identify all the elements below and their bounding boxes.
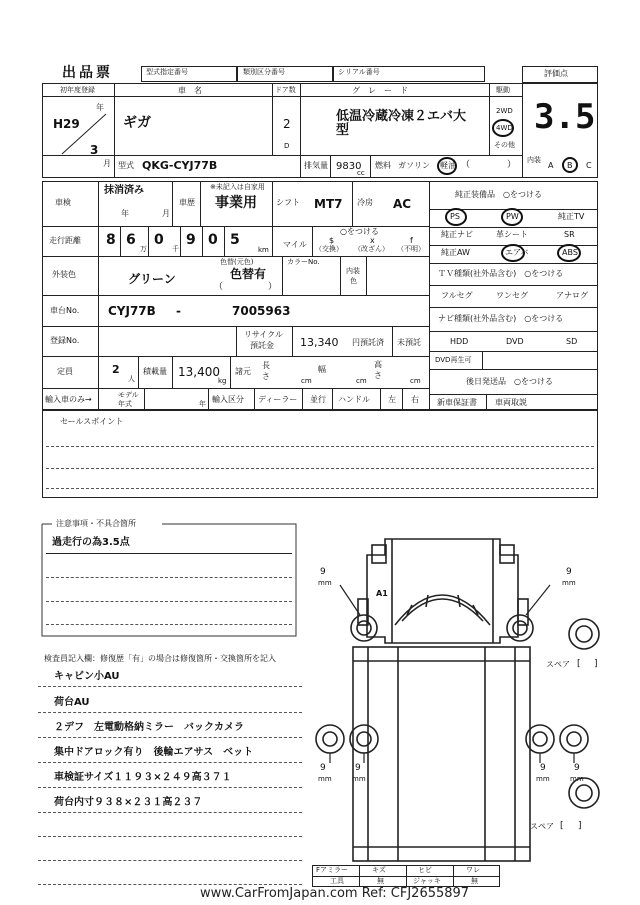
recycle-not: 未預託	[397, 338, 421, 347]
first-reg-label: 初年度登録	[60, 86, 95, 94]
sales-point-box	[42, 410, 598, 498]
model-cert-label: 型式指定番号	[146, 68, 188, 76]
drive-label: 駆動	[496, 86, 510, 94]
capacity-label: 定員	[57, 367, 73, 376]
oem-pw: PW	[506, 212, 519, 221]
history-note: ※未記入は自家用	[210, 183, 265, 191]
drive-4wd: 4WD	[496, 124, 513, 132]
repaint-value: 色替有	[230, 267, 267, 281]
inspect-value: 抹消済み	[104, 185, 144, 196]
color-value: グリーン	[128, 272, 176, 286]
meter-tamper: （改ざん）	[354, 245, 389, 253]
interior-b-circle	[562, 157, 578, 173]
oem-navi: 純正ナビ	[441, 230, 473, 239]
oem-sr: SR	[564, 230, 575, 239]
recycle-value: 13,340	[300, 336, 339, 349]
handle-label: ハンドル	[338, 395, 370, 404]
oem-aw: 純正AW	[441, 248, 470, 257]
car-name: ギガ	[123, 115, 151, 131]
inspector-line-1: キャビン小AU	[54, 671, 120, 682]
caution-label: 注意事項・不具合箇所	[56, 519, 136, 528]
mileage-digit-3: 0	[154, 232, 164, 248]
oem-pw-circle	[501, 208, 523, 226]
model-label: 型式	[118, 161, 134, 170]
meter-unknown: （不明）	[397, 245, 425, 253]
load-label: 積載量	[143, 367, 167, 376]
navi-title: ナビ種類(社外品含む) ○をつける	[438, 314, 564, 323]
meter-exchange: （交換）	[315, 245, 343, 253]
fuel-diesel-circle	[437, 157, 457, 175]
grade-label: グ レ ー ド	[352, 86, 408, 95]
shift-value: MT7	[314, 197, 343, 211]
import-dealer: ディーラー	[258, 395, 298, 404]
interior-label: 内装	[527, 156, 541, 164]
shift-label: シフト	[276, 198, 300, 207]
truck-diagram	[300, 525, 610, 870]
import-parallel: 並行	[310, 395, 326, 404]
spare-label-top: スペア	[546, 660, 570, 669]
history-label: 車歴	[179, 198, 195, 207]
oem-leather: 革シート	[496, 230, 528, 239]
dvd-label: DVD再生可	[435, 356, 472, 364]
inspector-line-6: 荷台内寸９３８×２３１高２３７	[54, 797, 203, 808]
oem-ps: PS	[450, 212, 460, 221]
oem-title: 純正装備品 ○をつける	[455, 190, 542, 199]
damage-code: A1	[376, 589, 388, 598]
handle-right: 右	[411, 395, 419, 404]
chassis-prefix: CYJ77B	[108, 304, 156, 318]
caution-line-1: 過走行の為3.5点	[52, 537, 130, 548]
fuel-gasoline: ガソリン	[398, 161, 430, 170]
dims-label: 諸元	[235, 367, 251, 376]
doors-value: 2	[283, 117, 291, 131]
model-value: QKG-CYJ77B	[142, 159, 218, 172]
page-title: 出品票	[62, 65, 113, 81]
mileage-digit-1: 8	[106, 232, 116, 248]
mileage-label: 走行距離	[49, 236, 81, 245]
drive-other: その他	[494, 141, 515, 149]
inspector-line-5: 車検証サイズ１１９３×２４９高３７１	[54, 772, 232, 783]
oem-abs-circle	[557, 244, 581, 262]
load-value: 13,400	[178, 365, 220, 379]
car-name-label: 車 名	[178, 86, 202, 95]
inspector-line-4: 集中ドアロック有り 後輪エアサス ベット	[54, 747, 254, 758]
aftermarket-title: 後日発送品 ○をつける	[466, 377, 553, 386]
serial-label: シリアル番号	[338, 68, 380, 76]
ac-value: AC	[393, 197, 412, 211]
reg-year: H29	[53, 117, 80, 131]
grade-line1: 低温冷蔵冷凍２エバ大	[336, 109, 467, 124]
mileage-digit-4: 9	[186, 232, 196, 248]
oem-airbag-circle	[501, 244, 525, 262]
inspector-line-3: ２デフ 左電動格納ミラー バックカメラ	[54, 722, 244, 733]
mileage-digit-5: 0	[208, 232, 218, 248]
mileage-digit-2: 6	[126, 232, 136, 248]
repaint-label: 色替(元色)	[220, 258, 254, 266]
displacement-label: 排気量	[304, 161, 328, 170]
spare-label-bottom: スペア	[530, 822, 554, 831]
mile-label: マイル	[283, 240, 307, 249]
ac-label: 冷房	[357, 198, 373, 207]
fuel-label: 燃料	[375, 161, 391, 170]
history-value: 事業用	[215, 195, 257, 211]
drive-4wd-circle	[492, 119, 514, 137]
colorno-label: カラーNo.	[287, 258, 320, 266]
reg-divider	[58, 112, 108, 156]
color-label: 外装色	[52, 270, 76, 279]
mileage-digit-6: 5	[230, 232, 240, 248]
score-value: 3.5	[534, 97, 596, 137]
grade-line2: 型	[336, 123, 350, 138]
score-label: 評価点	[544, 69, 568, 78]
inspector-line-2: 荷台AU	[54, 697, 90, 708]
regno-label: 登録No.	[50, 336, 80, 345]
recycle-done: 円預託済	[352, 338, 384, 347]
import-label: 輸入車のみ→	[45, 395, 92, 404]
oem-airbag: エアバ	[505, 248, 529, 257]
watermark: www.CarFromJapan.com Ref: CFJ2655897	[200, 886, 470, 901]
displacement-value: 9830	[336, 161, 362, 172]
oem-ps-circle	[445, 208, 467, 226]
class-label: 類別区分番号	[243, 68, 285, 76]
meter-circle-note: ○をつける	[340, 227, 379, 236]
chassis-number: 7005963	[232, 304, 291, 318]
sales-point-label: セールスポイント	[60, 417, 124, 426]
import-type-label: 輸入区分	[212, 395, 244, 404]
chassis-label: 車台No.	[50, 306, 80, 315]
capacity-value: 2	[112, 363, 120, 376]
oem-tv: 純正TV	[558, 212, 585, 221]
fuel-diesel: 軽油	[440, 161, 456, 170]
drive-2wd: 2WD	[496, 107, 513, 115]
handle-left: 左	[388, 395, 396, 404]
reg-month: 3	[90, 143, 99, 157]
inspect-label: 車検	[55, 198, 71, 207]
inspector-label: 検査員記入欄：修復歴「有」の場合は修復箇所・交換箇所を記入	[44, 654, 276, 663]
tv-title: ＴＶ種類(社外品含む) ○をつける	[438, 269, 564, 278]
oem-abs: ABS	[562, 248, 578, 257]
doors-label: ドア数	[275, 86, 296, 94]
